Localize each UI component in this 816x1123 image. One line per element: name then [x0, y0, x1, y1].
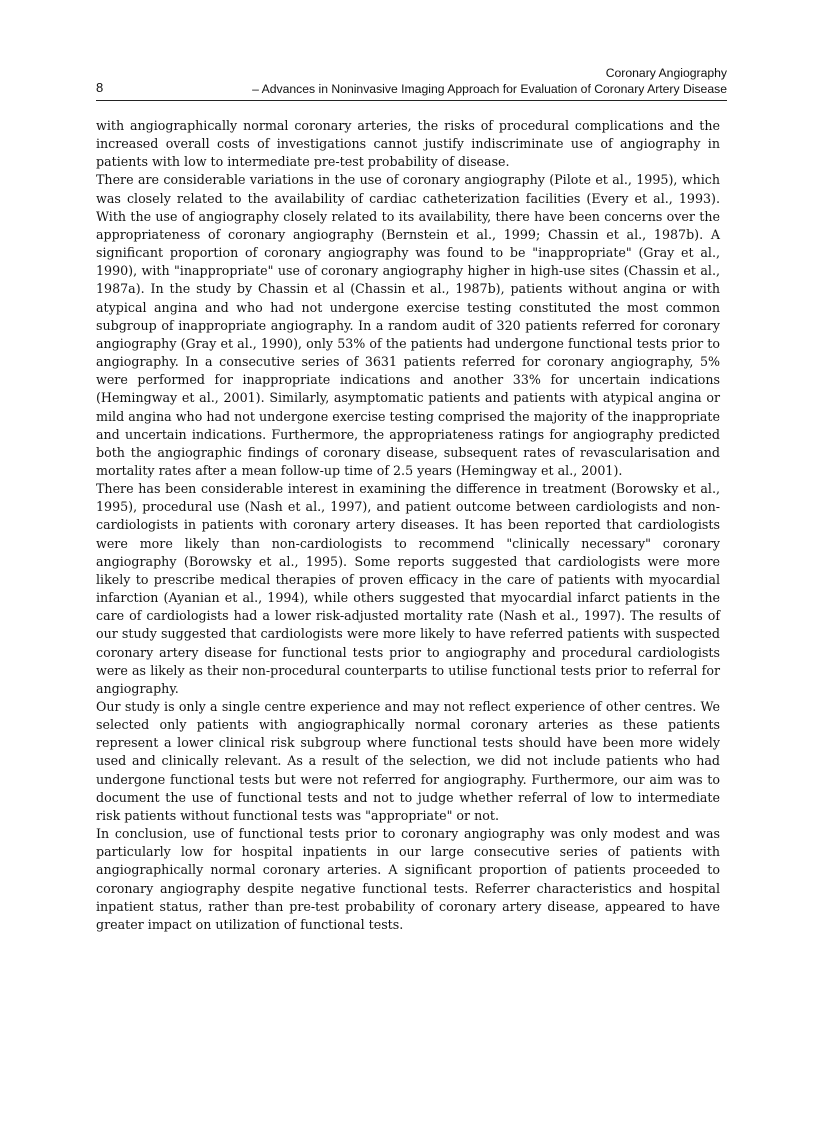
page-number: 8: [96, 80, 104, 95]
header-book-title: Coronary Angiography: [605, 66, 727, 80]
paragraph-cardiologist-comparison: There has been considerable interest in examining the difference in treatment (Borowsky et al., 1995), procedural use (Nash et al., 1997), and patient outcome between cardiologists and non-cardiologists in patients with coronary artery diseases. It has been reported that cardiologists were more likely than non-cardiologists to recommend "clinically necessary" coronary angiography (Borowsky et al., 1995). Some reports suggested that cardiologists were more likely to prescribe medical therapies of proven efficacy in the care of patients with myocardial infarction (Ayanian et al., 1994), while others suggested that myocardial infarct patients in the care of cardiologists had a lower risk-adjusted mortality rate (Nash et al., 1997). The results of our study suggested that cardiologists were more likely to have referred patients with suspected coronary artery disease for functional tests prior to angiography and procedural cardiologists were as likely as their non-procedural counterparts to utilise functional tests prior to referral for angiography.: [96, 481, 720, 696]
body-text: [96, 117, 720, 934]
paragraph-conclusion: In conclusion, use of functional tests prior to coronary angiography was only modest and was particularly low for hospital inpatients in our large consecutive series of patients with angiographically normal coronary arteries. A significant proportion of patients proceeded to coronary angiography despite negative functional tests. Referrer characteristics and hospital inpatient status, rather than pre-test probability of coronary artery disease, appeared to have greater impact on utilization of functional tests.: [96, 826, 720, 932]
header-book-subtitle: – Advances in Noninvasive Imaging Approach for Evaluation of Coronary Artery Disease: [252, 82, 727, 96]
running-header: [96, 66, 727, 101]
paragraph-angiography-variation: There are considerable variations in the use of coronary angiography (Pilote et al., 1995), which was closely related to the availability of cardiac catheterization facilities (Every et al., 1993). With the use of angiography closely related to its availability, there have been concerns over the appropriateness of coronary angiography (Bernstein et al., 1999; Chassin et al., 1987b). A significant proportion of coronary angiography was found to be "inappropriate" (Gray et al., 1990), with "inappropriate" use of coronary angiography higher in high-use sites (Chassin et al., 1987a). In the study by Chassin et al (Chassin et al., 1987b), patients without angina or with atypical angina and who had not undergone exercise testing constituted the most common subgroup of inappropriate angiography. In a random audit of 320 patients referred for coronary angiography (Gray et al., 1990), only 53% of the patients had undergone functional tests prior to angiography. In a consecutive series of 3631 patients referred for coronary angiography, 5% were performed for inappropriate indications and another 33% for uncertain indications (Hemingway et al., 2001). Similarly, asymptomatic patients and patients with atypical angina or mild angina who had not undergone exercise testing comprised the majority of the inappropriate and uncertain indications. Furthermore, the appropriateness ratings for angiography predicted both the angiographic findings of coronary disease, subsequent rates of revascularisation and mortality rates after a mean follow-up time of 2.5 years (Hemingway et al., 2001).: [96, 172, 720, 478]
paragraph-continuation: with angiographically normal coronary arteries, the risks of procedural complications and the increased overall costs of investigations cannot justify indiscriminate use of angiography in patients with low to intermediate pre-test probability of disease.: [96, 118, 720, 170]
paragraph-study-limitations: Our study is only a single centre experience and may not reflect experience of other centres. We selected only patients with angiographically normal coronary arteries as these patients represent a lower clinical risk subgroup where functional tests should have been more widely used and clinically relevant. As a result of the selection, we did not include patients who had undergone functional tests but were not referred for angiography. Furthermore, our aim was to document the use of functional tests and not to judge whether referral of low to intermediate risk patients without functional tests was "appropriate" or not.: [96, 699, 720, 823]
